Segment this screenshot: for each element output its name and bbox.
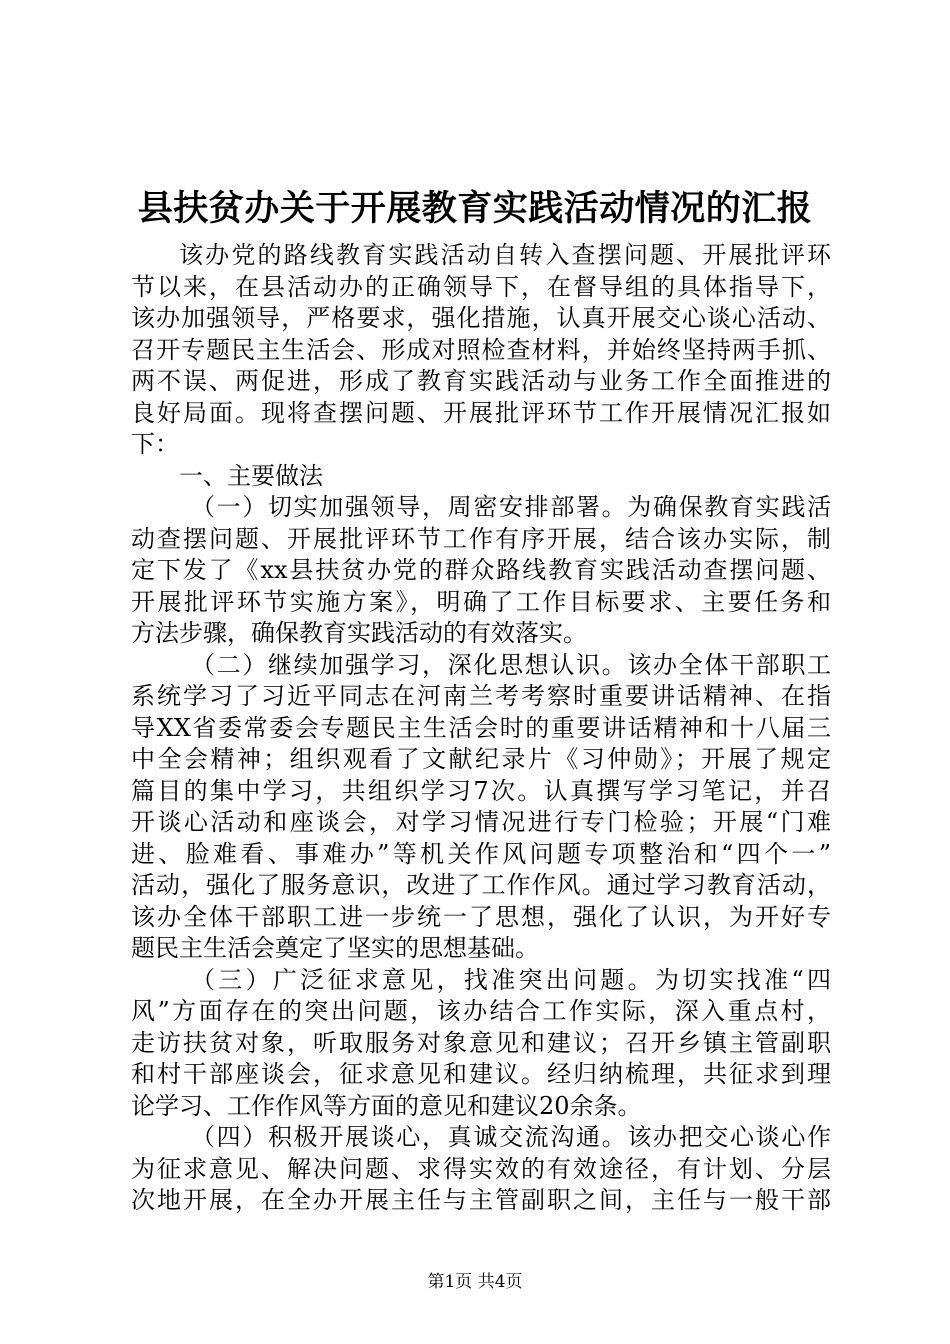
body-text-line: （二）继续加强学习，深化思想认识。该办全体干部职工	[191, 650, 831, 679]
body-text-line: 中全会精神；组织观看了文献纪录片《习仲勋》；开展了规定	[131, 745, 831, 773]
document-body	[131, 240, 831, 1217]
body-text-line: 导XX省委常委会专题民主生活会时的重要讲话精神和十八届三	[131, 713, 831, 742]
body-text-line: 次地开展，在全办开展主任与主管副职之间，主任与一般干部	[131, 1186, 831, 1214]
body-text-line: 该办加强领导，严格要求，强化措施，认真开展交心谈心活动、	[131, 304, 831, 332]
body-text-line: 方法步骤，确保教育实践活动的有效落实。	[131, 619, 587, 647]
body-text-line: 为征求意见、解决问题、求得实效的有效途径，有计划、分层	[131, 1154, 831, 1183]
body-text-line: 活动，强化了服务意识，改进了工作作风。通过学习教育活动，	[131, 871, 831, 899]
body-text-line: 该办党的路线教育实践活动自转入查摆问题、开展批评环	[179, 241, 831, 269]
body-text-line: 题民主生活会奠定了坚实的思想基础。	[131, 934, 539, 962]
document-title: 县扶贫办关于开展教育实践活动情况的汇报	[137, 188, 813, 229]
body-text-line: 该办全体干部职工进一步统一了思想，强化了认识，为开好专	[131, 902, 831, 931]
body-text-line: 开谈心活动和座谈会，对学习情况进行专门检验；开展“门难	[131, 808, 831, 836]
body-text-line: 定下发了《xx县扶贫办党的群众路线教育实践活动查摆问题、	[131, 556, 831, 584]
body-text-line: 篇目的集中学习，共组织学习7次。认真撰写学习笔记，并召	[131, 776, 831, 805]
body-text-line: （四）积极开展谈心，真诚交流沟通。该办把交心谈心作	[191, 1123, 831, 1151]
body-text-line: 召开专题民主生活会、形成对照检查材料，并始终坚持两手抓、	[131, 335, 831, 364]
body-text-line: 良好局面。现将查摆问题、开展批评环节工作开展情况汇报如	[131, 398, 831, 427]
body-text-line: 动查摆问题、开展批评环节工作有序开展，结合该办实际，制	[131, 524, 831, 553]
body-text-line: 开展批评环节实施方案》，明确了工作目标要求、主要任务和	[131, 587, 831, 616]
body-text-line: 下：	[131, 430, 179, 458]
body-text-line: 一、主要做法	[179, 461, 323, 490]
body-text-line: （三）广泛征求意见，找准突出问题。为切实找准“四	[191, 965, 831, 994]
body-text-line: 论学习、工作作风等方面的意见和建议20余条。	[131, 1091, 642, 1120]
body-text-line: 风”方面存在的突出问题，该办结合工作实际，深入重点村，	[131, 997, 831, 1025]
body-text-line: 和村干部座谈会，征求意见和建议。经归纳梳理，共征求到理	[131, 1060, 831, 1088]
body-text-line: 走访扶贫对象，听取服务对象意见和建议；召开乡镇主管副职	[131, 1028, 831, 1057]
body-text-line: 系统学习了习近平同志在河南兰考考察时重要讲话精神、在指	[131, 682, 831, 710]
page-footer: 第1页 共4页	[427, 1272, 523, 1292]
body-text-line: 进、脸难看、事难办”等机关作风问题专项整治和“四个一”	[131, 839, 831, 868]
body-text-line: 两不误、两促进，形成了教育实践活动与业务工作全面推进的	[131, 367, 831, 395]
body-text-line: （一）切实加强领导，周密安排部署。为确保教育实践活	[191, 493, 831, 521]
body-text-line: 节以来，在县活动办的正确领导下，在督导组的具体指导下，	[131, 272, 831, 301]
